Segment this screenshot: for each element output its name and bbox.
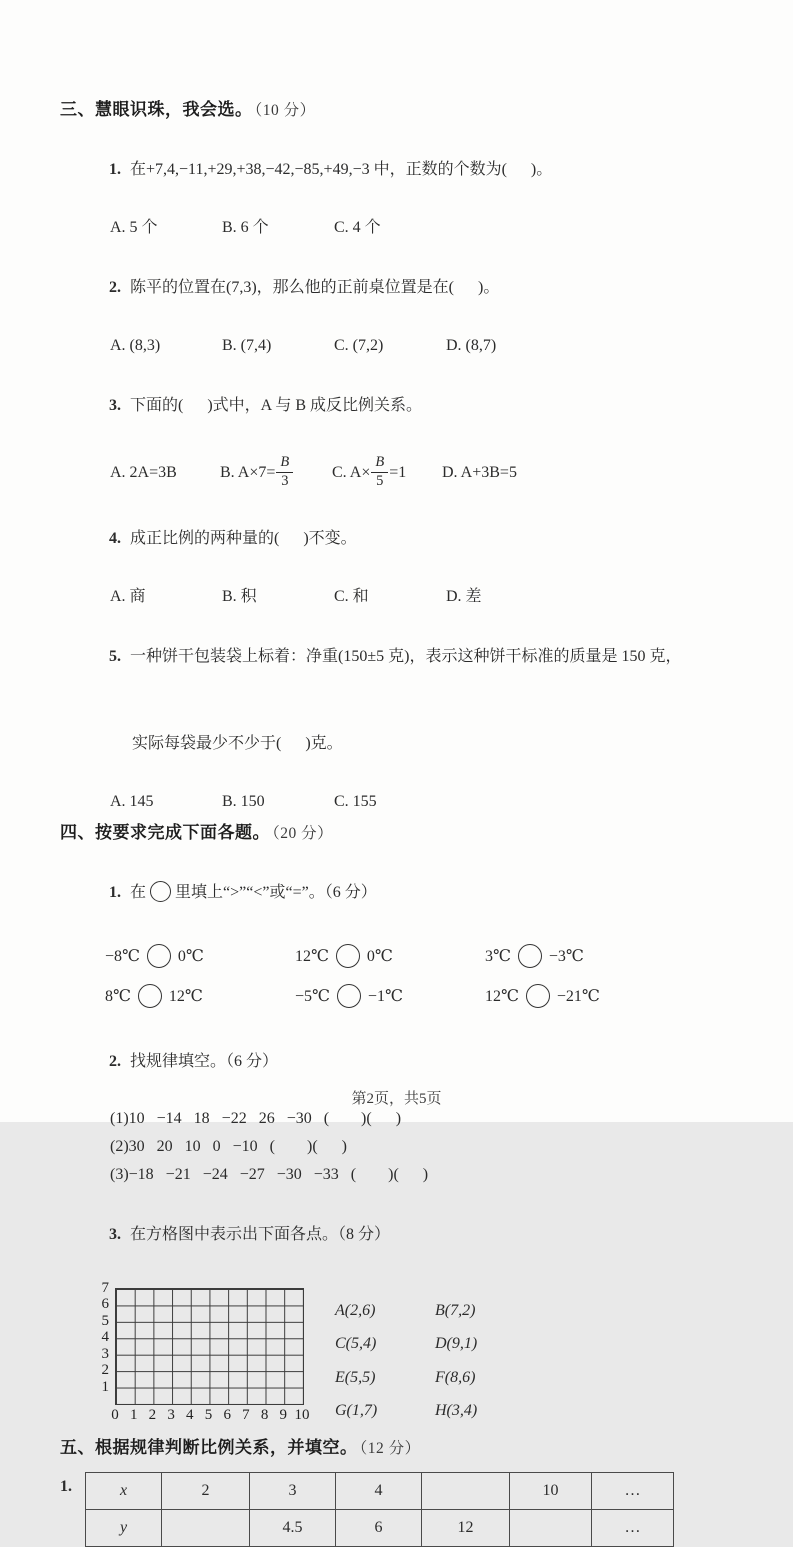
option-c: C. 4 个 [334, 219, 381, 236]
y-axis-label: 3 [101, 1345, 109, 1362]
s3-q3-options [110, 449, 748, 495]
option-a: A. 商 [110, 588, 146, 605]
sequence-line-2: (2)30 20 10 0 −10 ( )( ) [110, 1138, 347, 1155]
point-label: F(8,6) [435, 1368, 476, 1386]
table-cell: … [592, 1473, 674, 1510]
answer-circle [337, 984, 361, 1008]
y-axis-label: 7 [101, 1280, 109, 1296]
question-number: 2. [109, 1053, 121, 1070]
section-4-title-text: 四、按要求完成下面各题。 [60, 823, 270, 842]
question-number: 5. [109, 648, 121, 665]
table-row-y [86, 1510, 674, 1547]
comparison-item: 8℃ 12℃ [105, 984, 295, 1008]
points-list [335, 1300, 545, 1425]
s3-q2-options [110, 331, 748, 360]
table-cell: 3 [250, 1473, 336, 1510]
y-axis-label: 2 [101, 1362, 109, 1379]
section-3-title [60, 95, 748, 126]
answer-circle [147, 944, 171, 968]
table-cell: 6 [336, 1510, 422, 1547]
comparison-item: −8℃ 0℃ [105, 944, 295, 968]
s4-q2-title: 2. 找规律填空。（6 分） [109, 1053, 279, 1070]
option-b: B. (7,4) [222, 337, 272, 354]
y-axis-label: 1 [101, 1378, 109, 1395]
option-a: A. 5 个 [110, 219, 158, 236]
s3-q4-options [110, 582, 748, 611]
table-cell: 4 [336, 1473, 422, 1510]
point-label: D(9,1) [435, 1335, 478, 1353]
table-cell: 12 [422, 1510, 510, 1547]
x-axis-label: 2 [148, 1407, 157, 1423]
point-label: B(7,2) [435, 1302, 476, 1319]
s5-q1 [60, 1472, 748, 1547]
option-b: B. 积 [222, 588, 257, 605]
table-row-x [86, 1473, 674, 1510]
x-axis-label: 4 [186, 1407, 194, 1423]
grid-paper [115, 1288, 304, 1405]
answer-circle [336, 944, 360, 968]
section-4-title [60, 818, 748, 849]
comparison-item: 12℃ 0℃ [295, 944, 485, 968]
table-cell [510, 1510, 592, 1547]
answer-circle [138, 984, 162, 1008]
point-label: A(2,6) [335, 1302, 376, 1319]
blank-circle-icon [150, 881, 171, 902]
s3-q5-stem-line1: 5. 一种饼干包装袋上标着：净重(150±5 克)，表示这种饼干标准的质量是 150 克， [109, 648, 682, 665]
option-a: A. 2A=3B [110, 463, 177, 481]
comparison-row-1 [105, 936, 748, 976]
s3-q1-options [110, 213, 748, 242]
table-cell: x [86, 1473, 162, 1510]
section-5-title-text: 五、根据规律判断比例关系，并填空。 [60, 1438, 358, 1457]
table-cell [422, 1473, 510, 1510]
table-cell: y [86, 1510, 162, 1547]
x-axis-label: 3 [167, 1407, 175, 1423]
section-4-score: （20 分） [272, 825, 334, 842]
point-label: H(3,4) [435, 1401, 478, 1419]
x-axis-label: 6 [223, 1407, 231, 1423]
table-cell: 4.5 [250, 1510, 336, 1547]
option-b: B. 150 [222, 793, 265, 810]
section-5-score: （12 分） [359, 1440, 421, 1457]
x-axis-label: 8 [260, 1407, 269, 1423]
s4-q1-stem: 1. 在 里填上“>”“<”或“=”。（6 分） [85, 849, 748, 936]
page-footer [0, 1087, 793, 1108]
answer-circle [518, 944, 542, 968]
sequence-line-1: (1)10 −14 18 −22 26 −30 ( )( ) [110, 1110, 402, 1127]
s3-q5-options [110, 787, 748, 816]
x-axis-label: 0 [111, 1407, 119, 1423]
s3-q1-stem: 1. 在+7,4,−11,+29,+38,−42,−85,+49,−3 中，正数的个数为( )。 [109, 161, 553, 178]
x-axis-label: 10 [294, 1407, 310, 1423]
section-5-title [60, 1433, 748, 1464]
x-axis-label: 9 [279, 1407, 288, 1423]
question-number: 3. [109, 1226, 121, 1243]
table-cell: … [592, 1510, 674, 1547]
point-label: C(5,4) [335, 1335, 377, 1353]
y-axis-label: 6 [101, 1296, 109, 1313]
answer-circle [526, 984, 550, 1008]
table-cell [162, 1510, 250, 1547]
fraction: $\frac{B}{5}$ [371, 455, 388, 488]
option-a: A. 145 [110, 793, 154, 810]
option-b: B. A×7= $\frac{B}{3}$ [220, 455, 332, 488]
question-number: 1. [60, 1478, 72, 1495]
option-d: D. 差 [446, 588, 482, 605]
option-d: D. A+3B=5 [442, 463, 517, 481]
section-3-title-text: 三、慧眼识珠，我会选。 [60, 100, 253, 119]
comparison-item: −5℃ −1℃ [295, 984, 485, 1008]
x-axis-label: 1 [129, 1407, 138, 1423]
x-axis-label: 7 [242, 1407, 250, 1423]
table-cell: 10 [510, 1473, 592, 1510]
option-c: C. 155 [334, 793, 377, 810]
question-number: 2. [109, 279, 121, 296]
comparison-row-2 [105, 976, 748, 1016]
table-cell: 2 [162, 1473, 250, 1510]
page-number: 第2页，共5页 [351, 1091, 442, 1107]
s3-q3-stem: 3. 下面的( )式中，A 与 B 成反比例关系。 [109, 397, 423, 414]
comparison-item: 12℃ −21℃ [485, 984, 675, 1008]
coordinate-grid [93, 1280, 310, 1425]
option-c: C. 和 [334, 588, 369, 605]
option-c: C. (7,2) [334, 337, 384, 354]
s4-q3-title: 3. 在方格图中表示出下面各点。（8 分） [109, 1226, 391, 1243]
x-axis-labels [111, 1406, 310, 1424]
y-axis-label: 4 [101, 1329, 109, 1346]
question-number: 1. [109, 884, 121, 901]
sequence-line-3: (3)−18 −21 −24 −27 −30 −33 ( )( ) [110, 1166, 429, 1183]
s3-q5-stem-line2: 实际每袋最少不少于( )克。 [132, 735, 343, 752]
grid-and-points [93, 1280, 748, 1425]
comparison-item: 3℃ −3℃ [485, 944, 675, 968]
s3-q2-stem: 2. 陈平的位置在(7,3)，那么他的正前桌位置是在( )。 [109, 279, 500, 296]
option-a: A. (8,3) [110, 337, 161, 354]
question-number: 3. [109, 397, 121, 414]
fraction: $\frac{B}{3}$ [276, 455, 293, 488]
y-axis-label: 5 [101, 1312, 109, 1329]
point-label: E(5,5) [335, 1368, 376, 1386]
option-b: B. 6 个 [222, 219, 269, 236]
section-3-score: （10 分） [254, 102, 316, 119]
x-axis-label: 5 [204, 1407, 213, 1423]
option-d: D. (8,7) [446, 337, 497, 354]
proportion-table [85, 1472, 674, 1547]
s3-q4-stem: 4. 成正比例的两种量的( )不变。 [109, 530, 357, 547]
question-number: 4. [109, 530, 121, 547]
question-number: 1. [109, 161, 121, 178]
option-c: C. A× $\frac{B}{5}$ =1 [332, 454, 407, 489]
point-label: G(1,7) [335, 1401, 378, 1419]
